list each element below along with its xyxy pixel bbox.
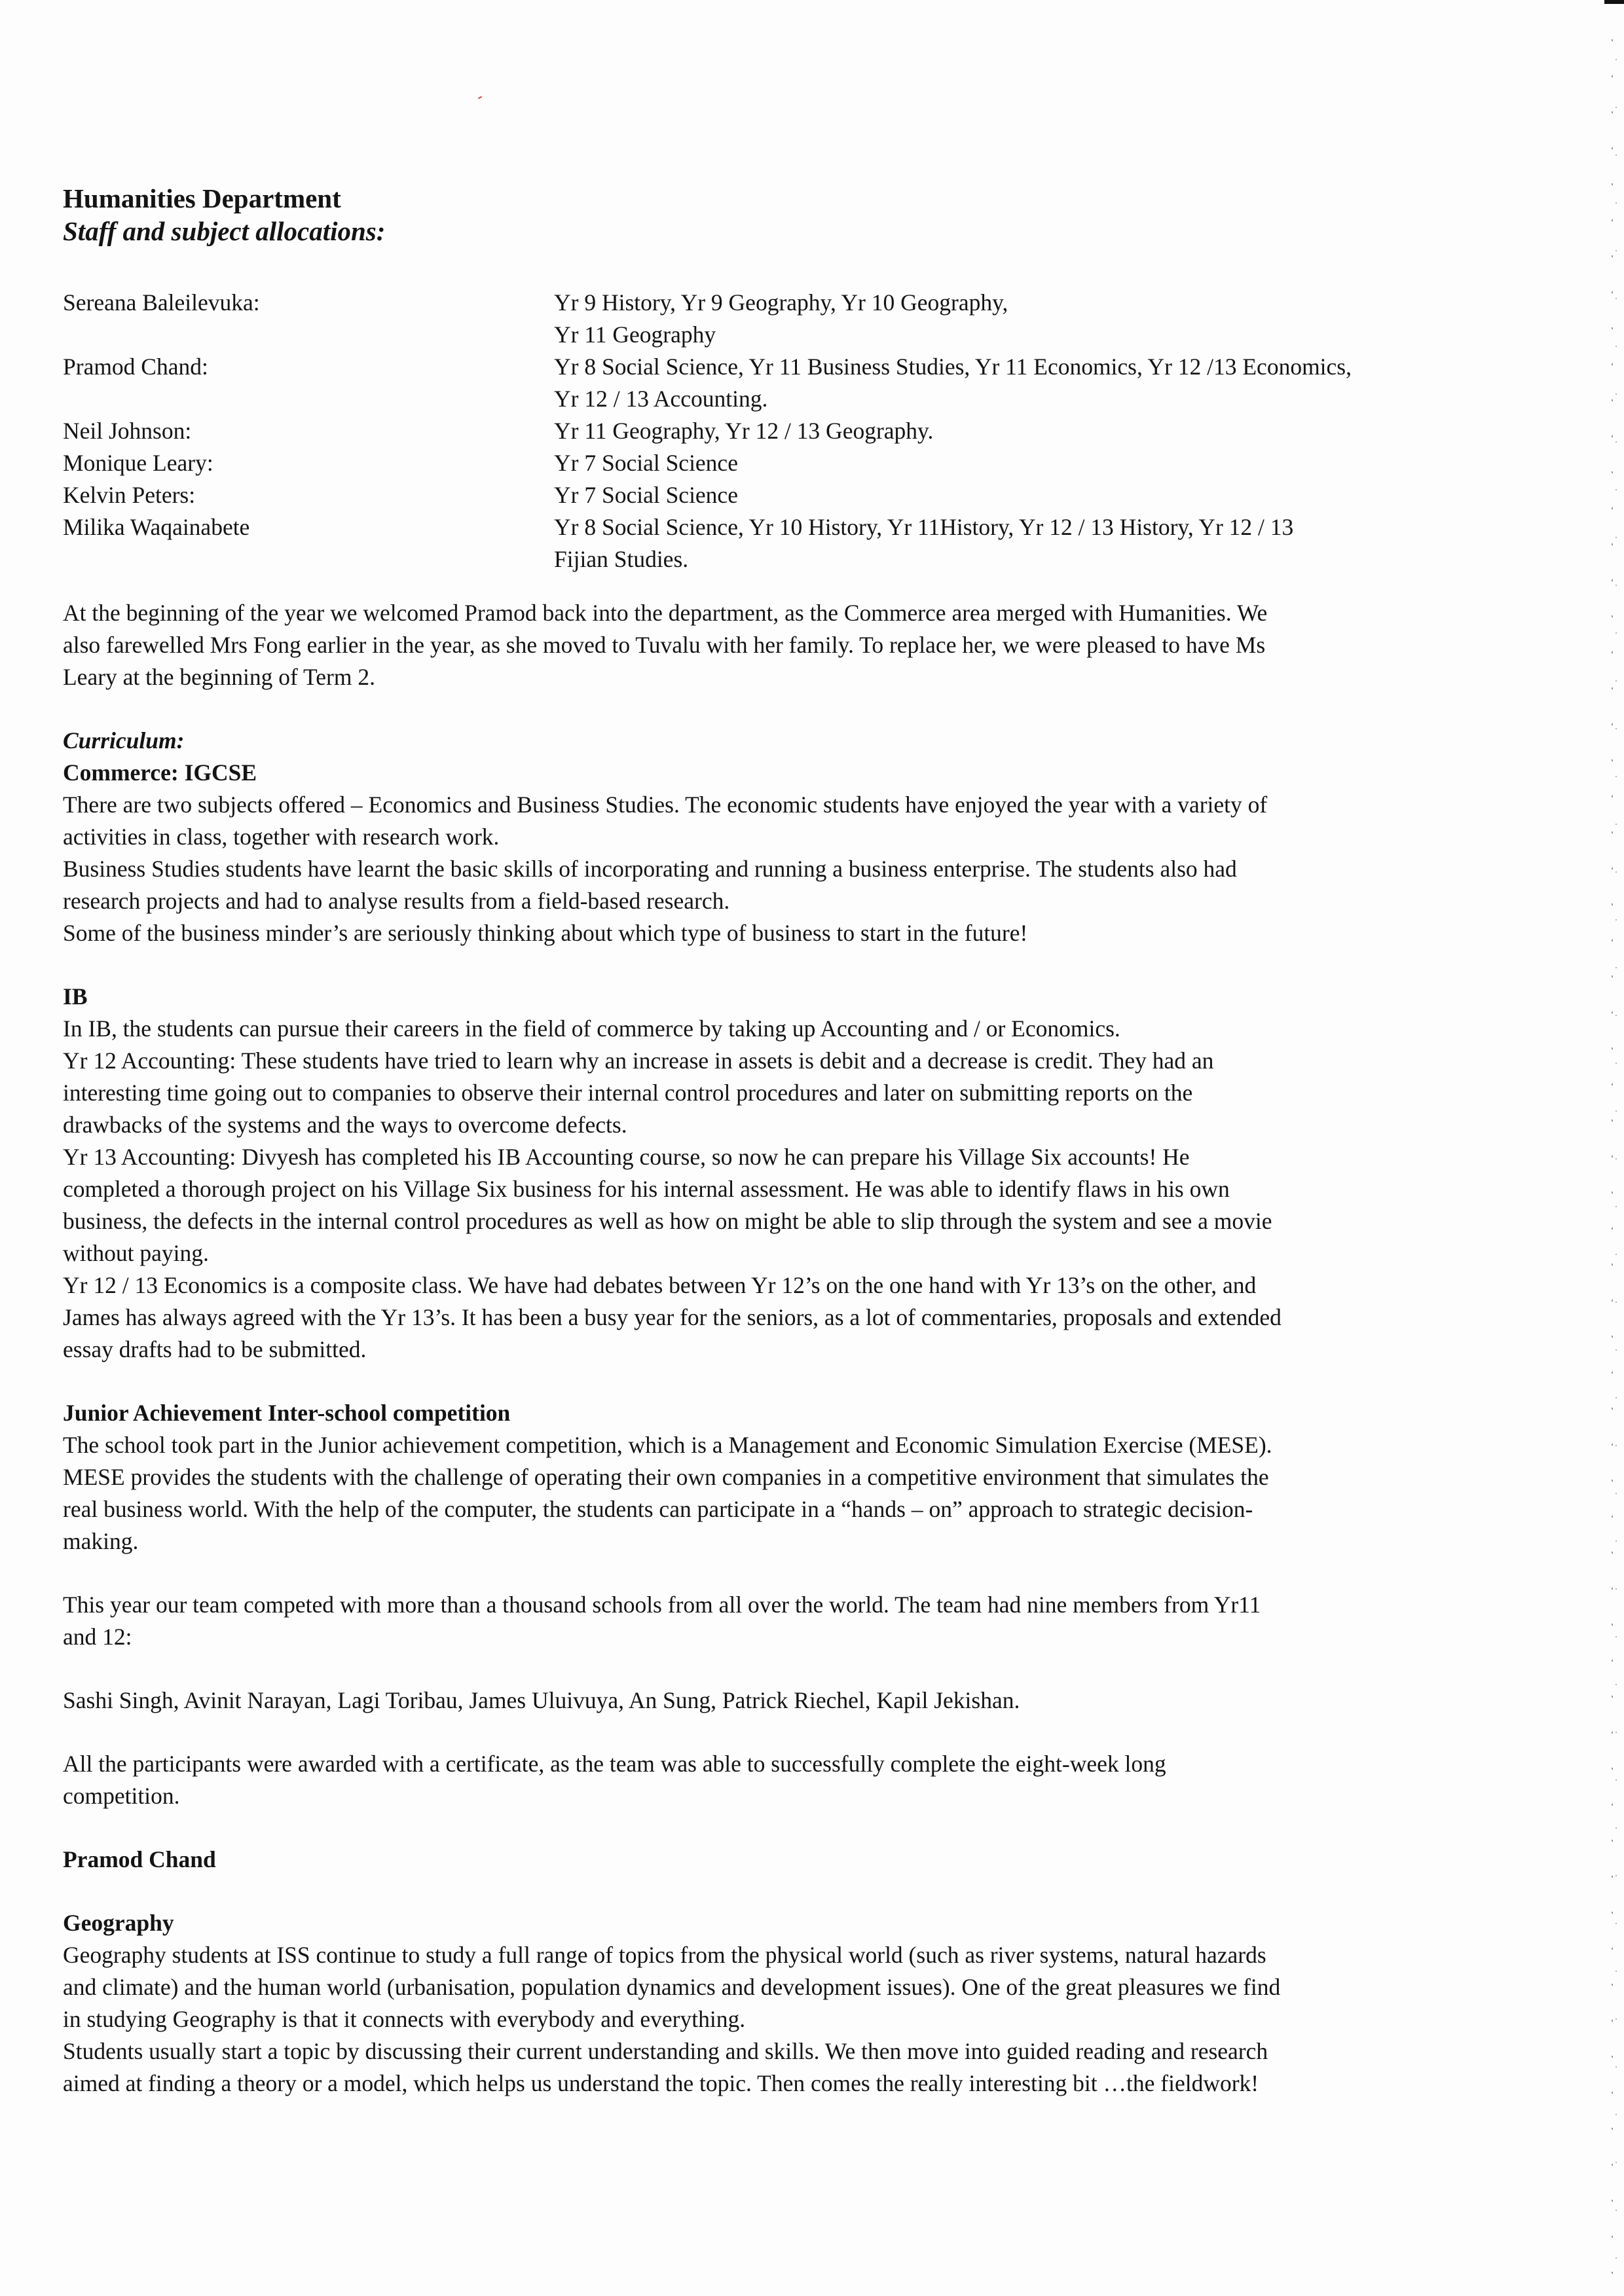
staff-name: Kelvin Peters:: [63, 482, 196, 508]
staff-name: Monique Leary:: [63, 450, 213, 476]
subject-line: Fijian Studies.: [554, 546, 689, 572]
text-line: Business Studies students have learnt the basic skills of incorporating and running a business enterprise. The students also had: [63, 856, 1237, 882]
staff-subjects: [554, 511, 1510, 575]
staff-allocation-table: [63, 287, 1510, 575]
subject-line: Yr 12 / 13 Accounting.: [554, 386, 768, 412]
staff-subjects: [554, 351, 1510, 415]
staff-row: [63, 287, 1510, 351]
department-title: Humanities Department: [63, 183, 341, 213]
junior-achievement-para-2: [63, 1589, 1504, 1653]
ib-heading: IB: [63, 983, 88, 1010]
text-line: making.: [63, 1528, 139, 1554]
text-line: This year our team competed with more than a thousand schools from all over the world. The team had nine members from Yr11: [63, 1592, 1261, 1618]
staff-row: [63, 447, 1510, 479]
document-body: [63, 182, 1504, 2100]
text-line: and climate) and the human world (urbanisation, population dynamics and development issues). One of the great pleasures we find: [63, 1974, 1281, 2000]
text-line: Yr 13 Accounting: Divyesh has completed his IB Accounting course, so now he can prepare his Village Six accounts! He: [63, 1144, 1190, 1170]
commerce-section: [63, 789, 1504, 949]
text-line: without paying.: [63, 1240, 209, 1266]
staff-row: [63, 479, 1510, 511]
text-line: Geography students at ISS continue to study a full range of topics from the physical world (such as river systems, natural hazards: [63, 1942, 1266, 1968]
junior-achievement-heading: Junior Achievement Inter-school competition: [63, 1400, 511, 1426]
scan-speck: [478, 96, 482, 100]
text-line: All the participants were awarded with a certificate, as the team was able to successfully complete the eight-week long: [63, 1751, 1166, 1777]
allocations-subtitle: Staff and subject allocations:: [63, 216, 386, 246]
staff-subjects: [554, 447, 1510, 479]
staff-row: [63, 511, 1510, 575]
text-line: MESE provides the students with the challenge of operating their own companies in a competitive environment that simulates the: [63, 1464, 1269, 1490]
staff-subjects: [554, 287, 1510, 351]
text-line: real business world. With the help of the computer, the students can participate in a “hands – on” approach to strategic decision-: [63, 1496, 1253, 1522]
subject-line: Yr 11 Geography, Yr 12 / 13 Geography.: [554, 418, 934, 444]
text-line: essay drafts had to be submitted.: [63, 1336, 367, 1362]
subject-line: Yr 9 History, Yr 9 Geography, Yr 10 Geography,: [554, 289, 1008, 316]
text-line: There are two subjects offered – Economics and Business Studies. The economic students have enjoyed the year with a variety of: [63, 792, 1268, 818]
text-line: activities in class, together with research work.: [63, 824, 500, 850]
author-signoff: Pramod Chand: [63, 1846, 216, 1872]
text-line: drawbacks of the systems and the ways to overcome defects.: [63, 1112, 627, 1138]
text-line: The school took part in the Junior achievement competition, which is a Management and Economic Simulation Exercise (MESE).: [63, 1432, 1272, 1458]
junior-achievement-para-3: [63, 1748, 1504, 1812]
intro-paragraph: [63, 597, 1504, 693]
text-line: competition.: [63, 1783, 180, 1809]
team-members-list: Sashi Singh, Avinit Narayan, Lagi Toribau, James Uluivuya, An Sung, Patrick Riechel, Kapil Jekishan.: [63, 1687, 1020, 1713]
subject-line: Yr 11 Geography: [554, 321, 716, 348]
staff-row: [63, 415, 1510, 447]
text-line: interesting time going out to companies to observe their internal control procedures and later on submitting reports on the: [63, 1080, 1193, 1106]
ib-section: [63, 1013, 1504, 1366]
text-line: At the beginning of the year we welcomed Pramod back into the department, as the Commerce area merged with Humanities. We: [63, 600, 1268, 626]
text-line: completed a thorough project on his Village Six business for his internal assessment. He was able to identify flaws in his own: [63, 1176, 1230, 1202]
staff-subjects: [554, 479, 1510, 511]
staff-name: Sereana Baleilevuka:: [63, 289, 260, 316]
subject-line: Yr 7 Social Science: [554, 450, 738, 476]
text-line: Leary at the beginning of Term 2.: [63, 664, 375, 690]
text-line: Yr 12 Accounting: These students have tried to learn why an increase in assets is debit and a decrease is credit. They had an: [63, 1048, 1214, 1074]
text-line: research projects and had to analyse results from a field-based research.: [63, 888, 730, 914]
text-line: business, the defects in the internal control procedures as well as how on might be able to slip through the system and see a movie: [63, 1208, 1272, 1234]
text-line: Yr 12 / 13 Economics is a composite class. We have had debates between Yr 12’s on the one hand with Yr 13’s on the other, and: [63, 1272, 1257, 1298]
text-line: in studying Geography is that it connects with everybody and everything.: [63, 2006, 746, 2032]
text-line: also farewelled Mrs Fong earlier in the year, as she moved to Tuvalu with her family. To replace her, we were pleased to have Ms: [63, 632, 1266, 658]
staff-row: [63, 351, 1510, 415]
subject-line: Yr 8 Social Science, Yr 10 History, Yr 11History, Yr 12 / 13 History, Yr 12 / 13: [554, 514, 1294, 540]
subject-line: Yr 8 Social Science, Yr 11 Business Studies, Yr 11 Economics, Yr 12 /13 Economics,: [554, 354, 1352, 380]
text-line: aimed at finding a theory or a model, which helps us understand the topic. Then comes the really interesting bit …the fieldwork!: [63, 2070, 1259, 2096]
geography-heading: Geography: [63, 1910, 174, 1936]
text-line: James has always agreed with the Yr 13’s. It has been a busy year for the seniors, as a lot of commentaries, proposals and extended: [63, 1304, 1282, 1330]
text-line: Students usually start a topic by discussing their current understanding and skills. We then move into guided reading and research: [63, 2038, 1268, 2064]
text-line: Some of the business minder’s are seriously thinking about which type of business to start in the future!: [63, 920, 1028, 946]
geography-section: [63, 1939, 1504, 2100]
curriculum-heading: Curriculum:: [63, 727, 185, 754]
staff-name: Pramod Chand:: [63, 354, 208, 380]
junior-achievement-para-1: [63, 1429, 1504, 1558]
staff-name: Neil Johnson:: [63, 418, 192, 444]
staff-subjects: [554, 415, 1510, 447]
commerce-heading: Commerce: IGCSE: [63, 759, 257, 786]
text-line: and 12:: [63, 1624, 132, 1650]
subject-line: Yr 7 Social Science: [554, 482, 738, 508]
staff-name: Milika Waqainabete: [63, 514, 250, 540]
perforated-margin-edge: [1585, 0, 1624, 2296]
text-line: In IB, the students can pursue their careers in the field of commerce by taking up Accounting and / or Economics.: [63, 1015, 1120, 1042]
